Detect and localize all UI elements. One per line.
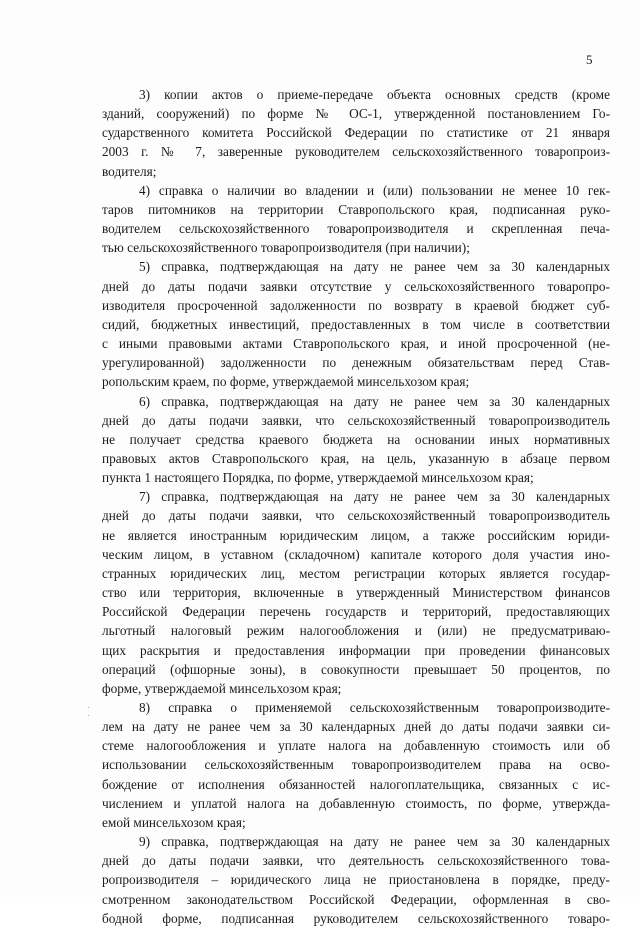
- text-line: ропроизводителя – юридического лица не приостановлена в порядке, преду-: [102, 872, 610, 888]
- text-line: дней до даты подачи заявки, что сельскохозяйственный товаропроизводитель: [102, 412, 610, 428]
- text-line: 9) справка, подтверждающая на дату не ранее чем за 30 календарных: [139, 834, 610, 850]
- text-line: 7) справка, подтверждающая на дату не ранее чем за 30 календарных: [139, 489, 610, 505]
- text-line: бождение от исполнения обязанностей налогоплательщика, связанных с ис-: [102, 776, 610, 792]
- text-line: 4) справка о наличии во владении и (или) пользовании не менее 10 гек-: [139, 182, 610, 198]
- text-line: числением и уплатой налога на добавленную стоимость, по форме, утвержда-: [102, 795, 610, 811]
- text-line: 6) справка, подтверждающая на дату не ранее чем за 30 календарных: [139, 393, 610, 409]
- text-line: ство или территория, включенные в утвержденный Министерством финансов: [102, 585, 610, 601]
- text-line: смотренном законодательством Российской Федерации, оформленная в сво-: [102, 891, 610, 907]
- text-line: изводителя просроченной задолженности по возврату в краевой бюджет суб-: [102, 297, 610, 313]
- text-line: тью сельскохозяйственного товаропроизводителя (при наличии);: [102, 240, 470, 256]
- text-line: правовых актов Ставропольского края, на цель, указанную в абзаце первом: [102, 450, 610, 466]
- text-line: лем на дату не ранее чем за 30 календарных дней до даты подачи заявки си-: [102, 719, 610, 735]
- paragraph-item-6: [102, 392, 610, 488]
- paragraph-item-3: [102, 85, 610, 181]
- text-line: форме, утверждаемой минсельхозом края;: [102, 680, 342, 696]
- text-line: дней до даты подачи заявки, что деятельность сельскохозяйственного това-: [102, 853, 610, 869]
- text-line: стеме налогообложения и уплате налога на добавленную стоимость или об: [102, 738, 610, 754]
- text-line: емой минсельхозом края;: [102, 814, 246, 830]
- text-line: щих раскрытия и предоставления информации при проведении финансовых: [102, 642, 610, 658]
- paragraph-item-5: [102, 257, 610, 391]
- text-line: водителя;: [102, 163, 157, 179]
- text-line: таров питомников на территории Ставропольского края, подписанная руко-: [102, 201, 610, 217]
- text-line: пункта 1 настоящего Порядка, по форме, утверждаемой минсельхозом края;: [102, 470, 534, 486]
- text-line: не является иностранным юридическим лицом, а также российским юриди-: [102, 527, 610, 543]
- text-line: Российской Федерации перечень государств и территорий, предоставляющих: [102, 604, 610, 620]
- text-line: зданий, сооружений) по форме № ОС-1, утвержденной постановлением Го-: [102, 106, 610, 122]
- text-line: 2003 г. № 7, заверенные руководителем сельскохозяйственного товаропроиз-: [102, 144, 610, 160]
- text-line: 8) справка о применяемой сельскохозяйственным товаропроизводите-: [139, 700, 610, 715]
- text-line: водителем сельскохозяйственного товаропроизводителя и скрепленная печа-: [102, 221, 610, 237]
- text-line: не получает средства краевого бюджета на основании иных нормативных: [102, 431, 610, 447]
- text-line: 3) копии актов о приеме-передаче объекта основных средств (кроме: [139, 87, 610, 102]
- text-line: дней до даты подачи заявки отсутствие у сельскохозяйственного товаропро-: [102, 278, 610, 294]
- text-line: с иными правовыми актами Ставропольского края, и иной просроченной (не-: [102, 336, 610, 352]
- text-line: операций (офшорные зоны), в совокупности превышает 50 процентов, по: [102, 661, 610, 677]
- scan-speck: [88, 707, 89, 708]
- text-line: льготный налоговый режим налогообложения и (или) не предусматриваю-: [102, 623, 610, 639]
- paragraph-item-4: [102, 181, 610, 258]
- paragraph-item-9: [102, 832, 610, 928]
- document-body: [102, 85, 610, 928]
- text-line: бодной форме, подписанная руководителем сельскохозяйственного товаро-: [102, 910, 610, 926]
- text-line: странных юридических лиц, местом регистрации которых является государ-: [102, 565, 610, 581]
- text-line: ропольским краем, по форме, утверждаемой минсельхозом края;: [102, 374, 470, 390]
- paragraph-item-7: [102, 487, 610, 698]
- text-line: 5) справка, подтверждающая на дату не ранее чем за 30 календарных: [139, 259, 610, 275]
- page-number: 5: [586, 52, 593, 67]
- text-line: использовании сельскохозяйственным товаропроизводителем права на осво-: [102, 757, 610, 773]
- scan-speck: [88, 715, 89, 716]
- paragraph-item-8: [102, 698, 610, 832]
- text-line: ческим лицом, в уставном (складочном) капитале которого доля участия ино-: [102, 546, 610, 562]
- text-line: сударственного комитета Российской Федерации по статистике от 21 января: [102, 125, 610, 141]
- text-line: урегулированной) задолженности по денежным обязательствам перед Став-: [102, 355, 610, 371]
- text-line: дней до даты подачи заявки, что сельскохозяйственный товаропроизводитель: [102, 508, 610, 524]
- text-line: сидий, бюджетных инвестиций, предоставленных в том числе в соответствии: [102, 316, 610, 332]
